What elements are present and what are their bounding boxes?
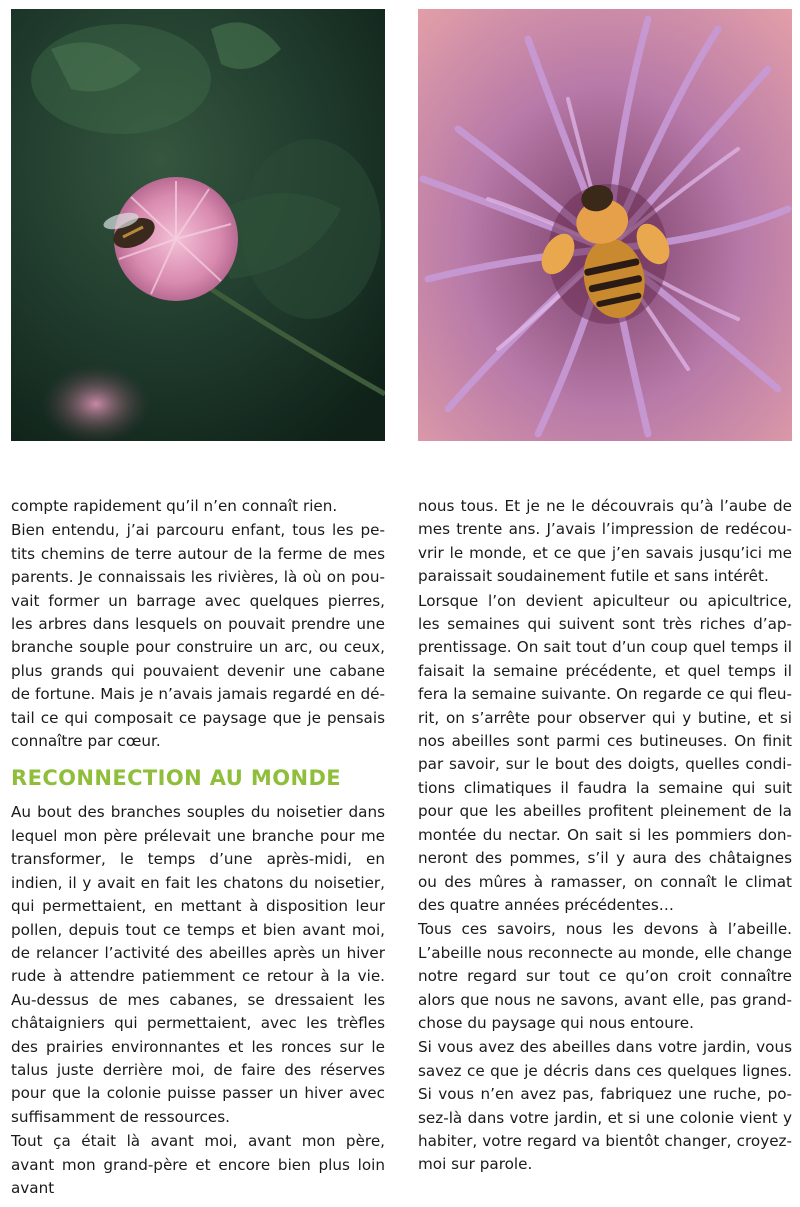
bee-pink-flower-illustration: [11, 9, 385, 441]
paragraph: Tout ça était là avant moi, avant mon père, avant mon grand-père et encore bien plus loin avant: [11, 1132, 385, 1197]
paragraph: Au bout des branches souples du noisetier dans lequel mon père prélevait une branche pour me transformer, le temps d’une après-midi, en indien, il y avait en fait les chatons du noisetier, qui permettaient, en mettant à disposition leur pollen, depuis tout ce temps et bien avant moi, de relancer l’activité des abeilles après un hiver rude à attendre patiemment ce retour à la vie. Au-dessus de mes cabanes, se dressaient les châtaigniers qui permettaient, avec les trèfles des prairies environnantes et les ronces sur le talus juste derrière moi, de faire des réserves pour que la colonie puisse passer un hiver avec suffisamment de ressources.: [11, 803, 385, 1126]
bee-thistle-illustration: [418, 9, 792, 441]
paragraph: Bien entendu, j’ai parcouru enfant, tous les petits chemins de terre autour de la ferme de mes parents. Je connaissais les rivières, là où on pouvait former un barrage avec quelques pierres, les arbres dans lesquels on pouvait prendre une branche souple pour construire un arc, ou ceux, plus grands qui pouvaient devenir une cabane de fortune. Mais je n’avais jamais regardé en détail ce qui composait ce paysage que je pensais connaître par cœur.: [11, 521, 385, 751]
photo-bee-pink-flower: [11, 9, 385, 441]
photo-bee-thistle: [418, 9, 792, 441]
right-text-column: [418, 495, 792, 1178]
section-heading: RECONNECTION AU MONDE: [11, 766, 342, 791]
paragraph: Si vous avez des abeilles dans votre jardin, vous savez ce que je décris dans ces quelques lignes. Si vous n’en avez pas, fabriquez une ruche, posez-là dans votre jardin, et si une colonie vient y habiter, votre regard va bientôt changer, croyez-moi sur parole.: [418, 1038, 792, 1174]
paragraph: Tous ces savoirs, nous les devons à l’abeille. L’abeille nous reconnecte au monde, elle change notre regard sur tout ce qu’on croit connaître alors que nous ne savons, avant elle, pas grand-chose du paysage qui nous entoure.: [418, 920, 792, 1032]
paragraph: nous tous. Et je ne le découvrais qu’à l’aube de mes trente ans. J’avais l’impression de redécouvrir le monde, et ce que j’en savais jusqu’ici me paraissait soudainement futile et sans intérêt.: [418, 497, 792, 586]
left-text-column: [11, 495, 385, 1201]
paragraph: compte rapidement qu’il n’en connaît rien.: [11, 497, 338, 515]
paragraph: Lorsque l’on devient apiculteur ou apicultrice, les semaines qui suivent sont très riches d’apprentissage. On sait tout d’un coup quel temps il faisait la semaine précédente, et quel temps il fera la semaine suivante. On regarde ce qui fleurit, on s’arrête pour observer qui y butine, et si nos abeilles sont parmi ces butineuses. On finit par savoir, sur le bout des doigts, quelles conditions climatiques il faudra la semaine qui suit pour que les abeilles profitent pleinement de la montée du nectar. On sait si les pommiers donneront des pommes, s’il y aura des châtaignes ou des mûres à ramasser, on connaît le climat des quatre années précédentes…: [418, 591, 792, 914]
